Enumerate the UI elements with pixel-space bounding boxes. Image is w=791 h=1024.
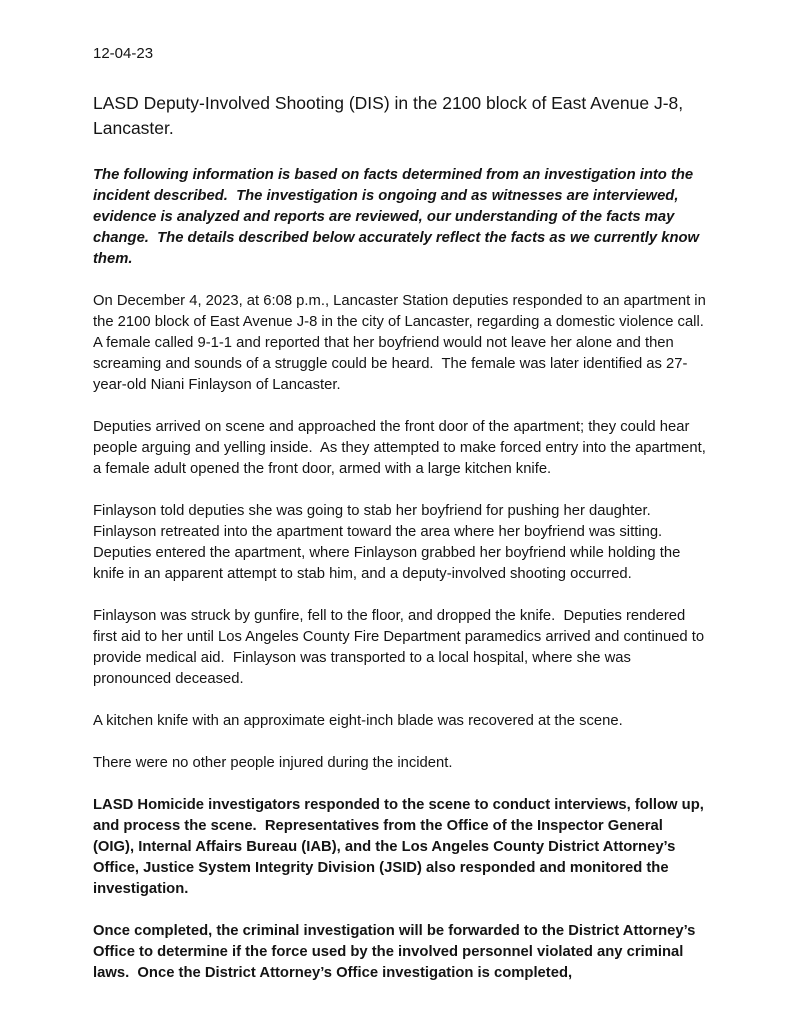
body-paragraph: There were no other people injured during the incident. [93, 755, 453, 771]
body-paragraph-bold: LASD Homicide investigators responded to the scene to conduct interviews, follow up, and process the scene. Representatives from the Office of the Inspector General (OIG), Internal Affairs Bureau (IAB), and the Los Angeles County District Attorney’s Office, Justice System Integrity Division (JSID) also responded and monitored the investigation. [93, 797, 708, 897]
body-paragraph: Deputies arrived on scene and approached the front door of the apartment; they could hear people arguing and yelling inside. As they attempted to make forced entry into the apartment, a female adult opened the front door, armed with a large kitchen knife. [93, 419, 710, 477]
body-paragraph: Finlayson told deputies she was going to stab her boyfriend for pushing her daughter. Finlayson retreated into the apartment toward the area where her boyfriend was sitting. Deputies entered the apartment, where Finlayson grabbed her boyfriend while holding the knife in an apparent attempt to stab him, and a deputy-involved shooting occurred. [93, 503, 685, 582]
body-paragraph: On December 4, 2023, at 6:08 p.m., Lancaster Station deputies responded to an apartment in the 2100 block of East Avenue J-8 in the city of Lancaster, regarding a domestic violence call. A female called 9-1-1 and reported that her boyfriend would not leave her alone and then screaming and sounds of a struggle could be heard. The female was later identified as 27-year-old Niani Finlayson of Lancaster. [93, 293, 712, 393]
disclaimer-paragraph: The following information is based on facts determined from an investigation into the incident described. The investigation is ongoing and as witnesses are interviewed, evidence is analyzed and reports are reviewed, our understanding of the facts may change. The details described below accurately reflect the facts as we currently know them. [93, 167, 704, 267]
document-title: LASD Deputy-Involved Shooting (DIS) in the 2100 block of East Avenue J-8, Lancaster. [93, 93, 689, 138]
body-paragraph-bold: Once completed, the criminal investigation will be forwarded to the District Attorney’s Office to determine if the force used by the involved personnel violated any criminal laws. Once the District Attorney’s Office investigation is completed, [93, 923, 700, 981]
body-paragraph: A kitchen knife with an approximate eight-inch blade was recovered at the scene. [93, 713, 623, 729]
body-paragraph: Finlayson was struck by gunfire, fell to the floor, and dropped the knife. Deputies rendered first aid to her until Los Angeles County Fire Department paramedics arrived and continued to provide medical aid. Finlayson was transported to a local hospital, where she was pronounced deceased. [93, 608, 709, 687]
document-content [93, 44, 712, 1005]
document-date: 12-04-23 [93, 45, 154, 62]
